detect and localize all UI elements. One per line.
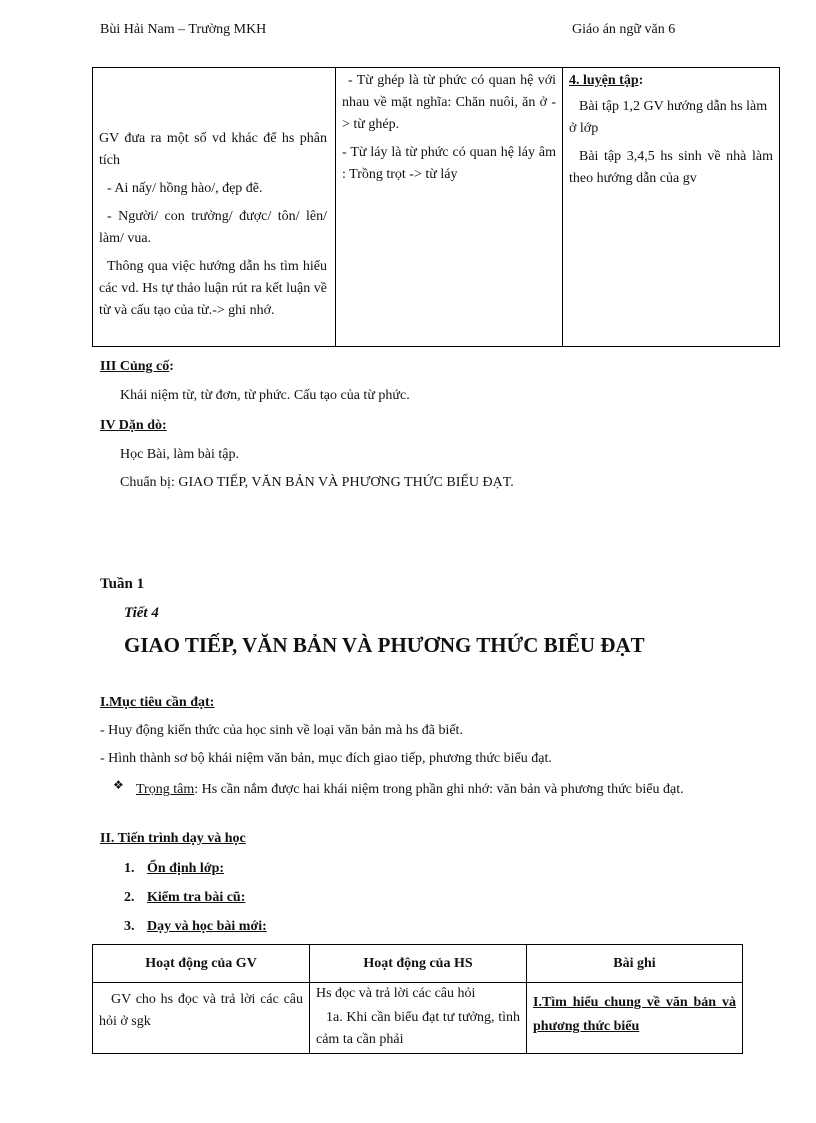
cung-co-heading-suffix: : bbox=[169, 359, 174, 374]
process-step-1-num: 1. bbox=[124, 861, 135, 876]
objectives-heading: I.Mục tiêu cần đạt: bbox=[100, 695, 215, 710]
header-bai-ghi: Bài ghi bbox=[527, 945, 743, 983]
gv-activity-text: GV cho hs đọc và trả lời các câu hỏi ở sgk bbox=[99, 992, 303, 1029]
dan-do-line-2: Chuẩn bị: GIAO TIẾP, VĂN BẢN VÀ PHƯƠNG THỨC BIỂU ĐẠT. bbox=[120, 475, 514, 490]
process-step-3-num: 3. bbox=[124, 919, 135, 934]
objective-item-1: - Huy động kiến thức của học sinh về loại văn bản mà hs đã biết. bbox=[100, 723, 463, 738]
process-step-3-label: Dạy và học bài mới: bbox=[147, 919, 267, 934]
cung-co-heading-text: III Củng cố bbox=[100, 359, 170, 374]
bai-ghi-heading: I.Tìm hiểu chung về văn bản và phương thức biểu bbox=[533, 995, 736, 1034]
process-step-2 bbox=[124, 890, 245, 906]
col2-paragraph-2: - Từ láy là từ phức có quan hệ láy âm : Trồng trọt -> từ láy bbox=[342, 145, 556, 182]
week-label: Tuần 1 bbox=[100, 576, 145, 592]
dan-do-line-1: Học Bài, làm bài tập. bbox=[120, 447, 239, 462]
hs-activity-line-2: 1a. Khi cần biểu đạt tư tưởng, tình cảm ta cần phải bbox=[316, 1010, 520, 1047]
top-table-col1 bbox=[93, 68, 336, 347]
practice-heading: 4. luyện tập bbox=[569, 73, 639, 88]
process-heading: II. Tiến trình dạy và học bbox=[100, 831, 246, 846]
top-table bbox=[92, 67, 780, 347]
practice-heading-suffix: : bbox=[638, 73, 644, 88]
header-right: Giáo án ngữ văn 6 bbox=[572, 22, 676, 37]
col1-paragraph-1: GV đưa ra một số vd khác để hs phân tích bbox=[99, 131, 327, 168]
bottom-col-gv bbox=[93, 983, 310, 1054]
focus-label: Trọng tâm bbox=[136, 782, 195, 797]
process-step-1 bbox=[124, 861, 224, 877]
focus-text: : Hs cần nắm được hai khái niệm trong phần ghi nhớ: văn bản và phương thức biểu đạt. bbox=[194, 782, 684, 797]
col1-paragraph-2: - Ai nấy/ hồng hào/, đẹp đẽ. bbox=[107, 181, 263, 196]
cung-co-heading bbox=[100, 359, 174, 375]
header-hs: Hoạt động của HS bbox=[310, 945, 527, 983]
cung-co-text: Khái niệm từ, từ đơn, từ phức. Cấu tạo của từ phức. bbox=[120, 388, 410, 403]
col1-paragraph-3: - Người/ con trưởng/ được/ tôn/ lên/ làm/ vua. bbox=[99, 209, 327, 246]
process-step-2-num: 2. bbox=[124, 890, 135, 905]
bottom-table-row bbox=[93, 983, 743, 1054]
col1-paragraph-4: Thông qua việc hướng dẫn hs tìm hiểu các vd. Hs tự thảo luận rút ra kết luận về từ và cấu tạo của từ.-> ghi nhớ. bbox=[99, 259, 327, 318]
objective-item-2: - Hình thành sơ bộ khái niệm văn bản, mục đích giao tiếp, phương thức biểu đạt. bbox=[100, 751, 552, 766]
bottom-col-hs bbox=[310, 983, 527, 1054]
col3-paragraph-1: Bài tập 1,2 GV hướng dẫn hs làm ở lớp bbox=[569, 99, 768, 136]
col3-heading bbox=[569, 70, 773, 92]
focus-paragraph bbox=[136, 779, 702, 800]
col3-paragraph-2: Bài tập 3,4,5 hs sinh về nhà làm theo hướng dẫn của gv bbox=[569, 149, 773, 186]
bottom-table bbox=[92, 944, 743, 1054]
process-step-3 bbox=[124, 919, 267, 935]
top-table-col2 bbox=[336, 68, 563, 347]
dan-do-heading: IV Dặn dò: bbox=[100, 418, 167, 433]
header-gv: Hoạt động của GV bbox=[93, 945, 310, 983]
bottom-table-header-row bbox=[93, 945, 743, 983]
col2-paragraph-1: - Từ ghép là từ phức có quan hệ với nhau về mặt nghĩa: Chăn nuôi, ăn ở -> từ ghép. bbox=[342, 73, 556, 132]
lesson-title: GIAO TIẾP, VĂN BẢN VÀ PHƯƠNG THỨC BIỂU ĐẠT bbox=[124, 633, 645, 657]
focus-bullet-icon: ❖ bbox=[113, 778, 124, 792]
period-label: Tiết 4 bbox=[124, 605, 159, 621]
bottom-col-bai-ghi bbox=[527, 983, 743, 1054]
header-left: Bùi Hải Nam – Trường MKH bbox=[100, 22, 267, 37]
hs-activity-line-1: Hs đọc và trả lời các câu hỏi bbox=[316, 986, 476, 1001]
process-step-1-label: Ổn định lớp: bbox=[147, 861, 225, 876]
process-step-2-label: Kiểm tra bài cũ: bbox=[147, 890, 246, 905]
top-table-col3 bbox=[563, 68, 780, 347]
